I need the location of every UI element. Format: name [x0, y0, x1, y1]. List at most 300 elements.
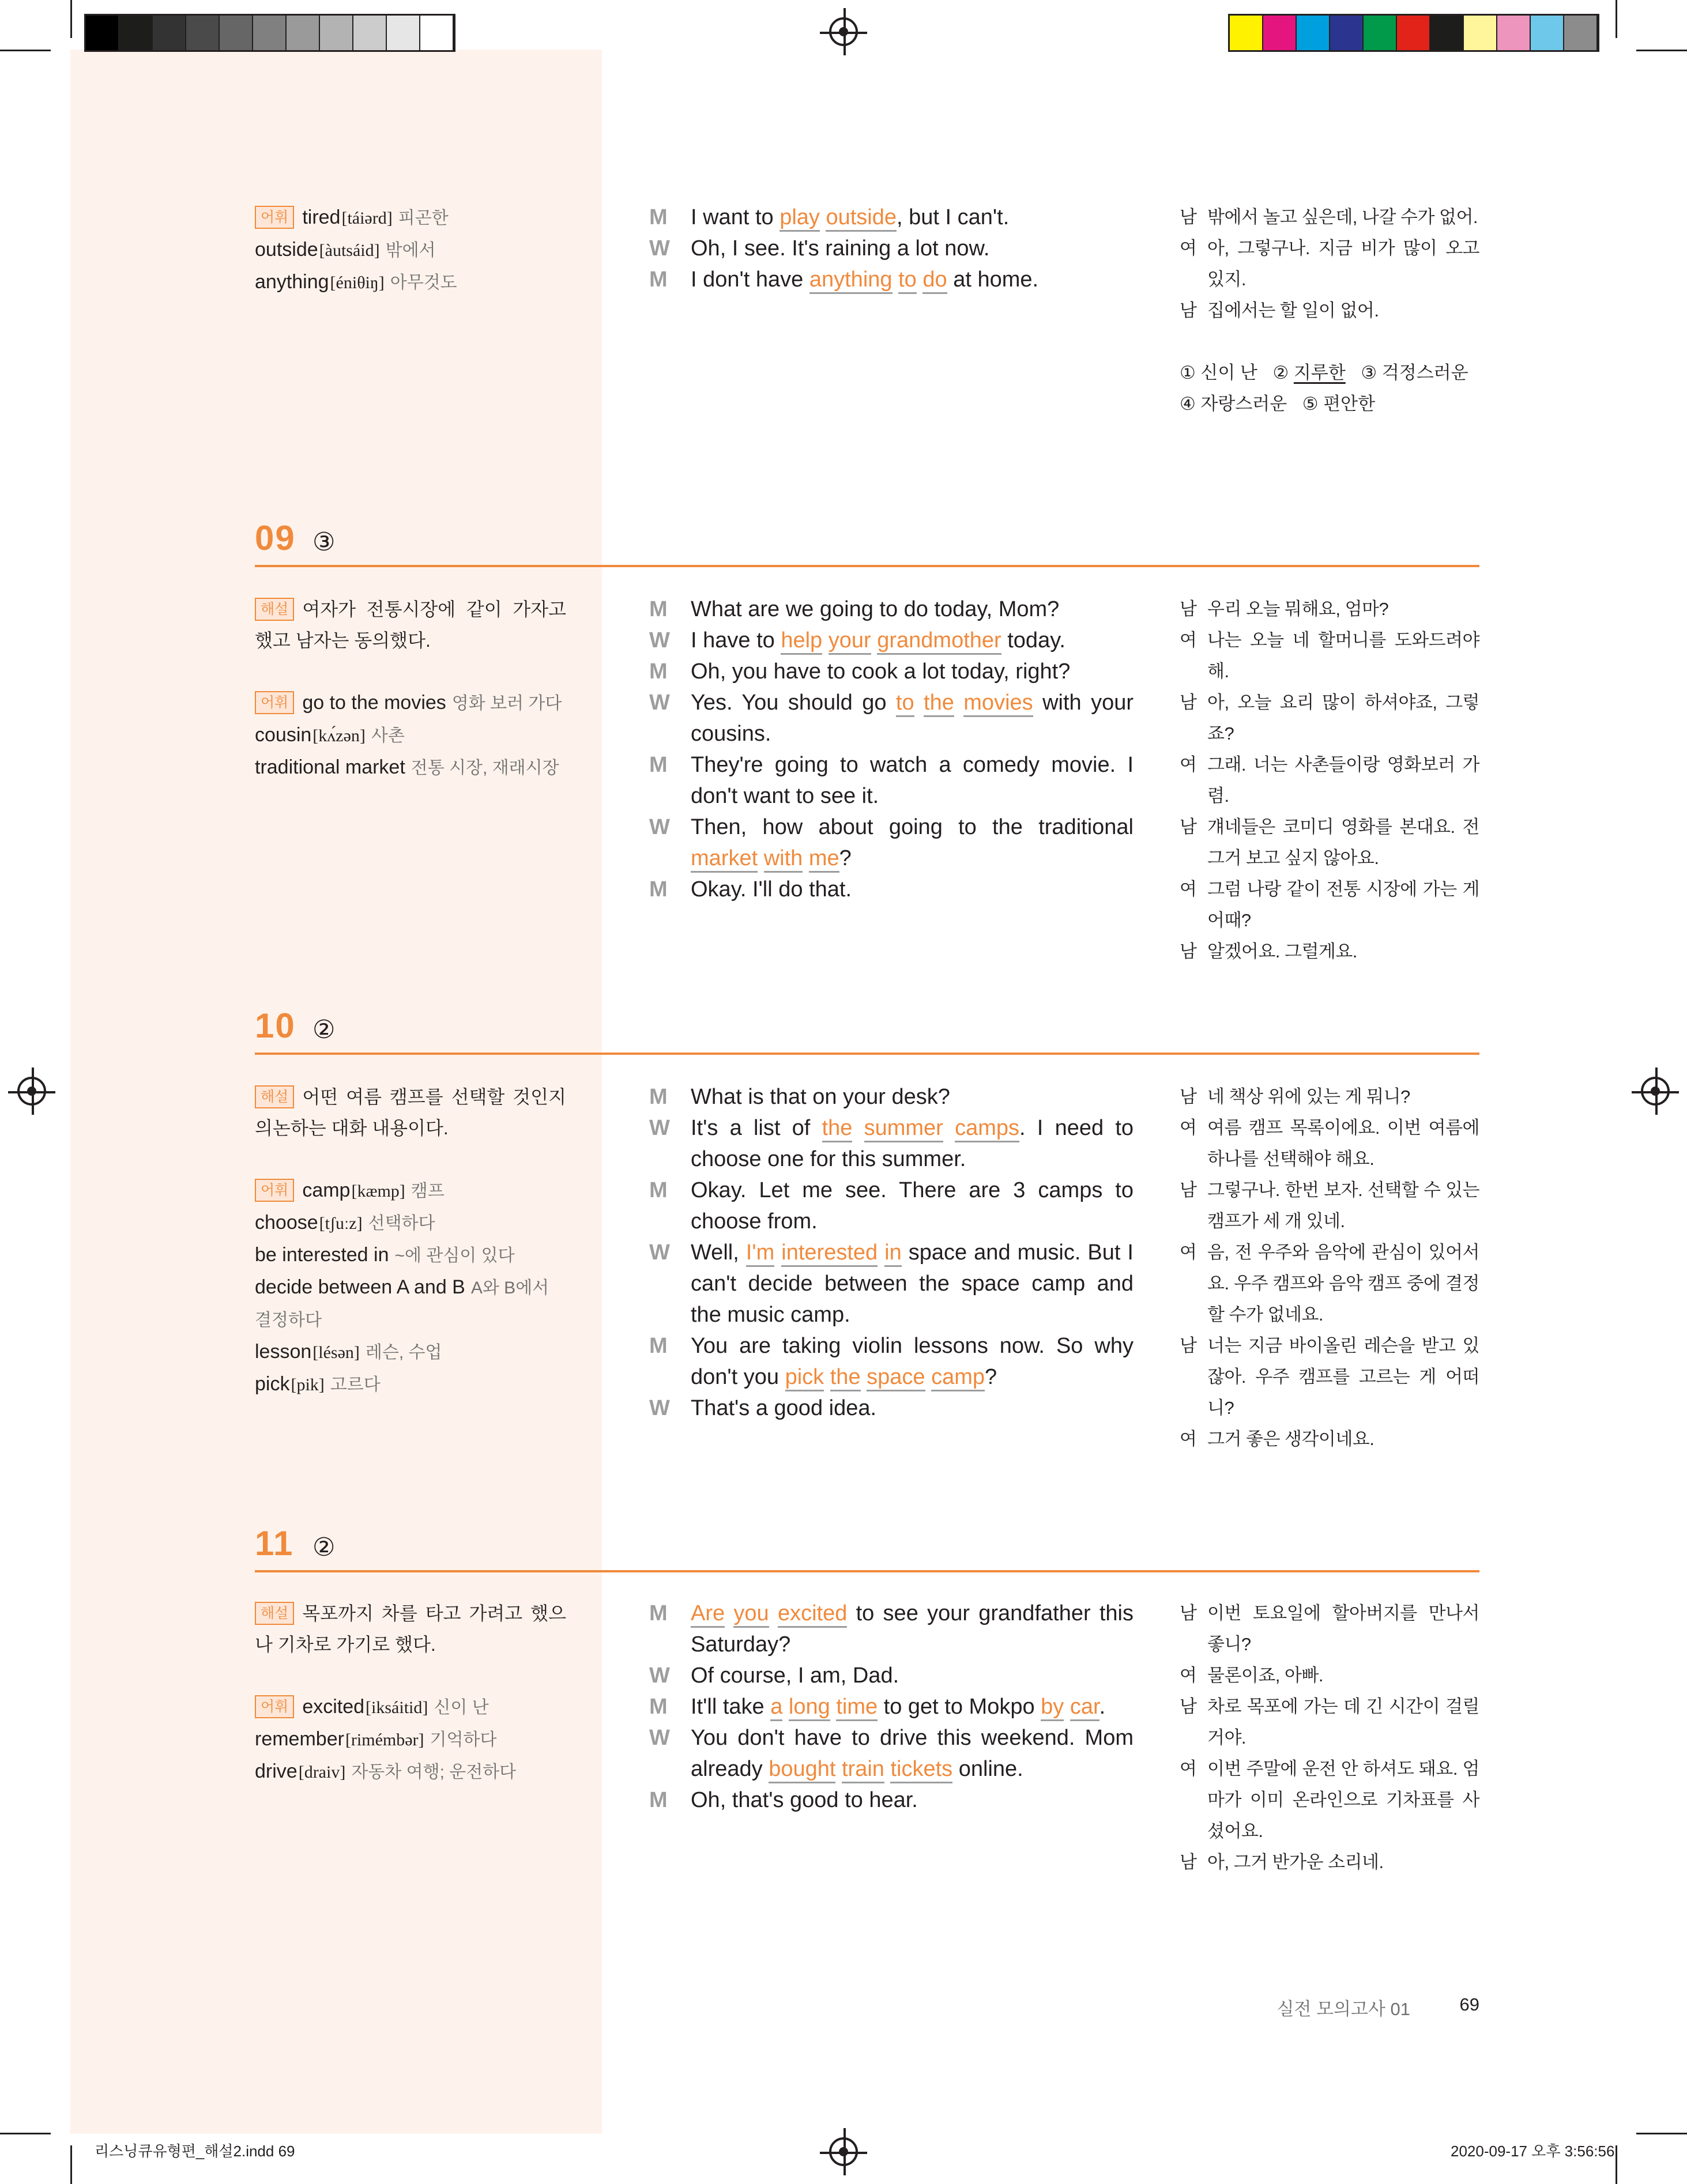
speaker-label: 여: [1180, 630, 1197, 650]
crop-mark: [0, 2133, 51, 2134]
speaker-label: M: [649, 597, 668, 621]
explanation-text: 여자가 전통시장에 같이 가자고 했고 남자는 동의했다.: [255, 599, 566, 651]
blank-answer: anything: [809, 267, 893, 294]
option: ⑤ 편안한: [1302, 394, 1376, 414]
speaker-label: 여: [1180, 1429, 1197, 1449]
options-row: [1180, 357, 1479, 388]
speaker-label: 남: [1180, 817, 1197, 837]
blank-answer: time: [836, 1695, 878, 1721]
vocab-meaning: 자동차 여행; 운전하다: [351, 1763, 517, 1782]
dialogue-segment: I have to: [691, 628, 781, 652]
dialogue-line: [649, 625, 1134, 656]
vocab-meaning: 피곤한: [398, 209, 449, 228]
question-header-11: [255, 1518, 1479, 1572]
vocab-badge: 어휘: [255, 1695, 294, 1718]
vocab-entry: [255, 1239, 566, 1272]
blank-answer: by: [1041, 1695, 1064, 1721]
vocab-pron: [iksáitid]: [366, 1698, 428, 1717]
vocab-list: [255, 687, 566, 784]
vocab-word: tired: [302, 206, 341, 228]
dialogue-segment: at home.: [947, 267, 1039, 292]
dialogue-segment: .: [1099, 1695, 1106, 1719]
color-swatch: [1497, 16, 1531, 50]
question-number: 11: [255, 1524, 294, 1563]
top-vocab: [255, 202, 566, 299]
speaker-label: W: [649, 1726, 670, 1750]
blank-answer: grandmother: [877, 628, 1001, 655]
dialogue-segment: They're going to watch a comedy movie. I don't want to see it.: [691, 753, 1134, 808]
vocab-meaning: 밖에서: [385, 241, 436, 260]
dialogue-text: [691, 1393, 1134, 1424]
speaker-label: 남: [1180, 1852, 1197, 1872]
translation-line: [1180, 1330, 1479, 1424]
color-swatch: [1397, 16, 1430, 50]
vocab-pron: [tʃuːz]: [319, 1214, 363, 1233]
dialogue-line: [649, 1785, 1134, 1816]
color-swatch: [1364, 16, 1397, 50]
dialogue-line: [649, 1393, 1134, 1424]
color-swatch: [1464, 16, 1497, 50]
translation-text: 우리 오늘 뭐해요, 엄마?: [1207, 599, 1389, 619]
vocab-entry: [255, 1723, 566, 1756]
question-header-09: [255, 513, 1479, 567]
dialogue-line: [649, 202, 1134, 233]
color-swatch: [320, 16, 353, 50]
dialogue-line: [649, 594, 1134, 625]
dialogue-line: [649, 1330, 1134, 1393]
vocab-word: cousin: [255, 724, 312, 746]
speaker-label: 남: [1180, 1087, 1197, 1107]
color-swatch: [1263, 16, 1297, 50]
explanation: [255, 1598, 566, 1660]
explanation-badge: 해설: [255, 1602, 294, 1625]
translation-line: [1180, 1175, 1479, 1237]
blank-answer: me: [809, 846, 839, 873]
dialogue-segment: What is that on your desk?: [691, 1085, 950, 1109]
vocab-word: decide between A and B: [255, 1276, 465, 1298]
blank-answer: your: [829, 628, 871, 655]
dialogue-segment: [822, 628, 829, 652]
dialogue-line: [649, 812, 1134, 874]
explanation: [255, 1081, 566, 1144]
vocab-meaning: 사촌: [371, 726, 405, 745]
dialogue-line: [649, 1081, 1134, 1112]
color-swatch: [86, 16, 119, 50]
dialogue-text: [691, 625, 1134, 656]
vocab-word: outside: [255, 239, 318, 261]
dialogue-segment: [871, 628, 878, 652]
speaker-label: 남: [1180, 300, 1197, 320]
color-swatch: [1230, 16, 1263, 50]
vocab-pron: [éniθiŋ]: [330, 273, 385, 292]
color-swatch: [253, 16, 287, 50]
blank-answer: camp: [931, 1365, 985, 1391]
option: ④ 자랑스러운: [1180, 394, 1287, 414]
vocab-badge: 어휘: [255, 206, 294, 229]
speaker-label: 여: [1180, 1665, 1197, 1685]
dialogue-line: [649, 874, 1134, 905]
dialogue-segment: [820, 205, 826, 229]
vocab-word: traditional market: [255, 756, 405, 778]
speaker-label: W: [649, 1664, 670, 1688]
dialogue-text: [691, 812, 1134, 874]
dialogue-text: [691, 202, 1134, 233]
vocab-meaning: A와 B에서 결정하다: [255, 1278, 549, 1330]
translation-text: 집에서는 할 일이 없어.: [1207, 300, 1379, 320]
speaker-label: M: [649, 1695, 668, 1719]
blank-answer: you: [733, 1601, 769, 1628]
translation-text: 너는 지금 바이올린 레슨을 받고 있잖아. 우주 캠프를 고르는 게 어떠니?: [1207, 1336, 1479, 1418]
blank-answer: camps: [955, 1116, 1019, 1142]
dialogue-text: [691, 1175, 1134, 1237]
speaker-label: W: [649, 628, 670, 652]
explanation-10: [255, 1081, 566, 1401]
vocab-word: drive: [255, 1760, 298, 1782]
dialogue-text: [691, 874, 1134, 905]
color-swatch: [1564, 16, 1598, 50]
translation-line: [1180, 1112, 1479, 1175]
registration-mark: [829, 2137, 858, 2166]
crop-mark: [1636, 2133, 1687, 2134]
dialogue-segment: You are taking violin lessons now. So why don't you: [691, 1334, 1134, 1389]
crop-mark: [1636, 50, 1687, 51]
blank-answer: with: [764, 846, 803, 873]
vocab-meaning: 고르다: [330, 1375, 381, 1394]
question-answer: ③: [312, 528, 336, 556]
blank-answer: play: [780, 205, 820, 232]
speaker-label: W: [649, 1240, 670, 1265]
blank-answer: to: [896, 691, 914, 717]
dialogue-segment: It's a list of: [691, 1116, 822, 1140]
translation-text: 아, 그거 반가운 소리네.: [1207, 1852, 1384, 1872]
vocab-pron: [draiv]: [298, 1763, 346, 1782]
answer-options: [1180, 357, 1479, 420]
explanation-badge: 해설: [255, 1085, 294, 1108]
translation-text: 그럼 나랑 같이 전통 시장에 가는 게 어때?: [1207, 879, 1479, 930]
dialogue-segment: That's a good idea.: [691, 1396, 877, 1420]
blank-answer: I'm: [746, 1240, 774, 1267]
vocab-entry: [255, 687, 566, 719]
dialogue-segment: online.: [952, 1757, 1023, 1781]
dialogue-segment: Okay. Let me see. There are 3 camps to choose from.: [691, 1178, 1134, 1234]
vocab-meaning: 영화 보러 가다: [451, 694, 562, 713]
translation-line: [1180, 1237, 1479, 1330]
dialogue-text: [691, 1330, 1134, 1393]
dialogue-segment: Yes. You should go: [691, 691, 896, 715]
dialogue-segment: [774, 1240, 781, 1265]
vocab-meaning: 신이 난: [434, 1698, 489, 1717]
translation-line: [1180, 1424, 1479, 1455]
dialogue-segment: Of course, I am, Dad.: [691, 1664, 899, 1688]
dialogue-segment: Well,: [691, 1240, 746, 1265]
color-swatch: [1430, 16, 1464, 50]
blank-answer: do: [922, 267, 947, 294]
speaker-label: M: [649, 1334, 668, 1358]
dialogue-text: [691, 594, 1134, 625]
blank-answer: help: [781, 628, 822, 655]
dialogue-segment: to see your grandfather this Saturday?: [691, 1601, 1134, 1657]
dialogue-segment: Oh, that's good to hear.: [691, 1788, 918, 1812]
translation-text: 네 책상 위에 있는 게 뭐니?: [1207, 1087, 1410, 1107]
dialogue-line: [649, 656, 1134, 687]
option: ③ 걱정스러운: [1361, 363, 1468, 383]
dialogue-segment: , but I can't.: [897, 205, 1010, 229]
vocab-word: pick: [255, 1373, 290, 1395]
blank-answer: interested: [781, 1240, 878, 1267]
dialogue-text: [691, 233, 1134, 264]
vocab-entry: [255, 752, 566, 784]
speaker-label: M: [649, 205, 668, 229]
dialogue-segment: space and music. But I can't decide between the space camp and the music camp.: [691, 1240, 1134, 1327]
speaker-label: M: [649, 877, 668, 901]
dialogue-segment: [861, 1365, 867, 1389]
vocab-meaning: 선택하다: [368, 1214, 435, 1233]
translation-text: 물론이죠, 아빠.: [1207, 1665, 1324, 1685]
dialogue-line: [649, 1660, 1134, 1691]
color-swatch: [420, 16, 454, 50]
speaker-label: W: [649, 815, 670, 839]
vocab-entry: [255, 234, 566, 266]
speaker-label: 남: [1180, 692, 1197, 712]
translation-10: [1180, 1081, 1479, 1455]
blank-answer: the: [830, 1365, 861, 1391]
dialogue-text: [691, 656, 1134, 687]
question-answer: ②: [312, 1533, 336, 1561]
translation-text: 알겠어요. 그럴게요.: [1207, 941, 1357, 961]
dialogue-segment: with your cousins.: [691, 691, 1134, 746]
top-dialogue: [649, 202, 1134, 295]
blank-answer: the: [924, 691, 954, 717]
dialogue-segment: ?: [839, 846, 852, 870]
dialogue-line: [649, 687, 1134, 749]
translation-line: [1180, 1660, 1479, 1691]
option-correct: ② 지루한: [1272, 363, 1346, 383]
dialogue-segment: What are we going to do today, Mom?: [691, 597, 1060, 621]
translation-line: [1180, 1847, 1479, 1878]
translation-text: 그렇구나. 한번 보자. 선택할 수 있는 캠프가 세 개 있네.: [1207, 1180, 1479, 1231]
dialogue-segment: I want to: [691, 205, 780, 229]
explanation-11: [255, 1598, 566, 1788]
vocab-list: [255, 1691, 566, 1788]
speaker-label: 여: [1180, 1242, 1197, 1262]
blank-answer: excited: [778, 1601, 847, 1628]
dialogue-segment: today.: [1001, 628, 1065, 652]
speaker-label: M: [649, 1178, 668, 1202]
vocab-badge: 어휘: [255, 1179, 294, 1202]
dialogue-line: [649, 1722, 1134, 1785]
dialogue-text: [691, 264, 1134, 295]
vocab-pron: [àutsáid]: [319, 241, 380, 260]
blank-answer: summer: [864, 1116, 943, 1142]
question-answer: ②: [312, 1016, 336, 1044]
speaker-label: 남: [1180, 1336, 1197, 1356]
vocab-word: remember: [255, 1728, 344, 1750]
translation-text: 음, 전 우주와 음악에 관심이 있어서요. 우주 캠프와 음악 캠프 중에 결정할 수가 없네요.: [1207, 1242, 1479, 1325]
dialogue-segment: [835, 1757, 842, 1781]
speaker-label: 여: [1180, 755, 1197, 775]
blank-answer: outside: [826, 205, 897, 232]
translation-line: [1180, 295, 1479, 326]
dialogue-text: [691, 1691, 1134, 1722]
footer-section-title: 실전 모의고사 01: [1276, 1999, 1410, 2019]
speaker-label: M: [649, 659, 668, 684]
dialogue-segment: [830, 1695, 837, 1719]
dialogue-segment: Then, how about going to the traditional: [691, 815, 1134, 839]
color-swatch: [1531, 16, 1564, 50]
dialogue-11: [649, 1598, 1134, 1816]
color-calibration-bar: [1228, 14, 1599, 52]
vocab-pron: [rimémbər]: [345, 1730, 424, 1749]
vocab-list: [255, 1175, 566, 1401]
translation-text: 차로 목포에 가는 데 긴 시간이 걸릴 거야.: [1207, 1696, 1479, 1748]
blank-answer: long: [789, 1695, 830, 1721]
dialogue-text: [691, 1785, 1134, 1816]
vocab-pron: [lésən]: [312, 1343, 360, 1362]
dialogue-segment: [852, 1116, 864, 1140]
translation-line: [1180, 749, 1479, 812]
dialogue-segment: [1064, 1695, 1070, 1719]
vocab-meaning: 전통 시장, 재래시장: [411, 759, 559, 778]
color-swatch: [1297, 16, 1330, 50]
dialogue-segment: [725, 1601, 733, 1625]
translation-line: [1180, 594, 1479, 625]
vocab-pron: [táiərd]: [341, 209, 393, 228]
dialogue-10: [649, 1081, 1134, 1424]
crop-mark: [1616, 0, 1617, 38]
dialogue-line: [649, 1112, 1134, 1175]
dialogue-line: [649, 749, 1134, 812]
vocab-entry: [255, 1272, 566, 1336]
dialogue-segment: [914, 691, 924, 715]
dialogue-segment: I don't have: [691, 267, 809, 292]
top-translation: [1180, 202, 1479, 420]
translation-text: 걔네들은 코미디 영화를 본대요. 전 그거 보고 싶지 않아요.: [1207, 817, 1479, 868]
dialogue-line: [649, 233, 1134, 264]
speaker-label: 남: [1180, 941, 1197, 961]
vocab-entry: [255, 1756, 566, 1788]
dialogue-segment: Oh, I see. It's raining a lot now.: [691, 236, 990, 261]
translation-09: [1180, 594, 1479, 967]
translation-line: [1180, 812, 1479, 874]
question-number: 10: [255, 1006, 296, 1045]
vocab-entry: [255, 202, 566, 234]
crop-mark: [70, 0, 72, 38]
vocab-entry: [255, 1336, 566, 1368]
vocab-meaning: 레슨, 수업: [365, 1343, 442, 1362]
speaker-label: M: [649, 1085, 668, 1109]
dialogue-segment: [782, 1695, 789, 1719]
translation-text: 나는 오늘 네 할머니를 도와드려야 해.: [1207, 630, 1479, 681]
speaker-label: M: [649, 753, 668, 777]
dialogue-segment: [917, 267, 923, 292]
speaker-label: M: [649, 1601, 668, 1625]
vocab-word: go to the movies: [302, 692, 446, 714]
vocab-entry: [255, 1175, 566, 1207]
dialogue-text: [691, 1237, 1134, 1330]
vocab-word: excited: [302, 1696, 365, 1718]
translation-line: [1180, 874, 1479, 936]
question-header-10: [255, 1001, 1479, 1055]
dialogue-line: [649, 1175, 1134, 1237]
blank-answer: in: [884, 1240, 902, 1267]
explanation-badge: 해설: [255, 598, 294, 621]
speaker-label: 여: [1180, 1759, 1197, 1779]
speaker-label: M: [649, 267, 668, 292]
vocab-meaning: 기억하다: [430, 1730, 497, 1749]
translation-line: [1180, 1753, 1479, 1847]
translation-line: [1180, 202, 1479, 233]
translation-line: [1180, 1691, 1479, 1753]
dialogue-segment: [925, 1365, 932, 1389]
dialogue-segment: . I need to choose one for this summer.: [691, 1116, 1134, 1171]
registration-mark: [17, 1077, 46, 1106]
crop-mark: [1616, 2145, 1617, 2184]
vocab-badge: 어휘: [255, 691, 294, 714]
translation-line: [1180, 1598, 1479, 1660]
dialogue-text: [691, 1660, 1134, 1691]
color-swatch: [387, 16, 420, 50]
translation-text: 그거 좋은 생각이네요.: [1207, 1429, 1375, 1449]
dialogue-line: [649, 1237, 1134, 1330]
question-number: 09: [255, 519, 296, 557]
translation-11: [1180, 1598, 1479, 1878]
vocab-word: choose: [255, 1212, 318, 1234]
options-row: [1180, 388, 1479, 420]
dialogue-segment: [803, 846, 809, 870]
dialogue-09: [649, 594, 1134, 905]
blank-answer: pick: [785, 1365, 824, 1391]
vocab-entry: [255, 1207, 566, 1239]
vocab-meaning: 캠프: [411, 1182, 445, 1201]
vocab-pron: [kæmp]: [351, 1182, 405, 1201]
translation-line: [1180, 1081, 1479, 1112]
dialogue-text: [691, 1112, 1134, 1175]
dialogue-segment: [954, 691, 963, 715]
translation-text: 아, 오늘 요리 많이 하셔야죠, 그렇죠?: [1207, 692, 1479, 744]
dialogue-segment: [824, 1365, 830, 1389]
dialogue-segment: [769, 1601, 778, 1625]
translation-text: 그래. 너는 사촌들이랑 영화보러 가렴.: [1207, 755, 1479, 806]
vocab-entry: [255, 1368, 566, 1401]
speaker-label: 여: [1180, 879, 1197, 899]
blank-answer: movies: [963, 691, 1033, 717]
translation-text: 이번 토요일에 할아버지를 만나서 좋니?: [1207, 1603, 1479, 1654]
vocab-word: lesson: [255, 1341, 312, 1363]
translation-line: [1180, 936, 1479, 967]
dialogue-segment: You don't have to drive this weekend. Mom already: [691, 1726, 1134, 1781]
dialogue-text: [691, 749, 1134, 812]
blank-answer: car: [1070, 1695, 1099, 1721]
speaker-label: 남: [1180, 1180, 1197, 1200]
speaker-label: 남: [1180, 207, 1197, 227]
explanation: [255, 594, 566, 656]
gray-calibration-bar: [84, 14, 455, 52]
blank-answer: tickets: [890, 1757, 952, 1783]
registration-mark: [829, 17, 858, 46]
color-swatch: [287, 16, 320, 50]
dialogue-segment: Okay. I'll do that.: [691, 877, 852, 901]
dialogue-segment: [943, 1116, 955, 1140]
dialogue-segment: It'll take: [691, 1695, 771, 1719]
slug-filename: 리스닝큐유형편_해설2.indd 69: [95, 2142, 295, 2160]
dialogue-line: [649, 264, 1134, 295]
color-swatch: [220, 16, 253, 50]
dialogue-line: [649, 1598, 1134, 1660]
dialogue-text: [691, 687, 1134, 749]
dialogue-segment: ?: [985, 1365, 997, 1389]
blank-answer: a: [770, 1695, 782, 1721]
crop-mark: [0, 50, 51, 51]
